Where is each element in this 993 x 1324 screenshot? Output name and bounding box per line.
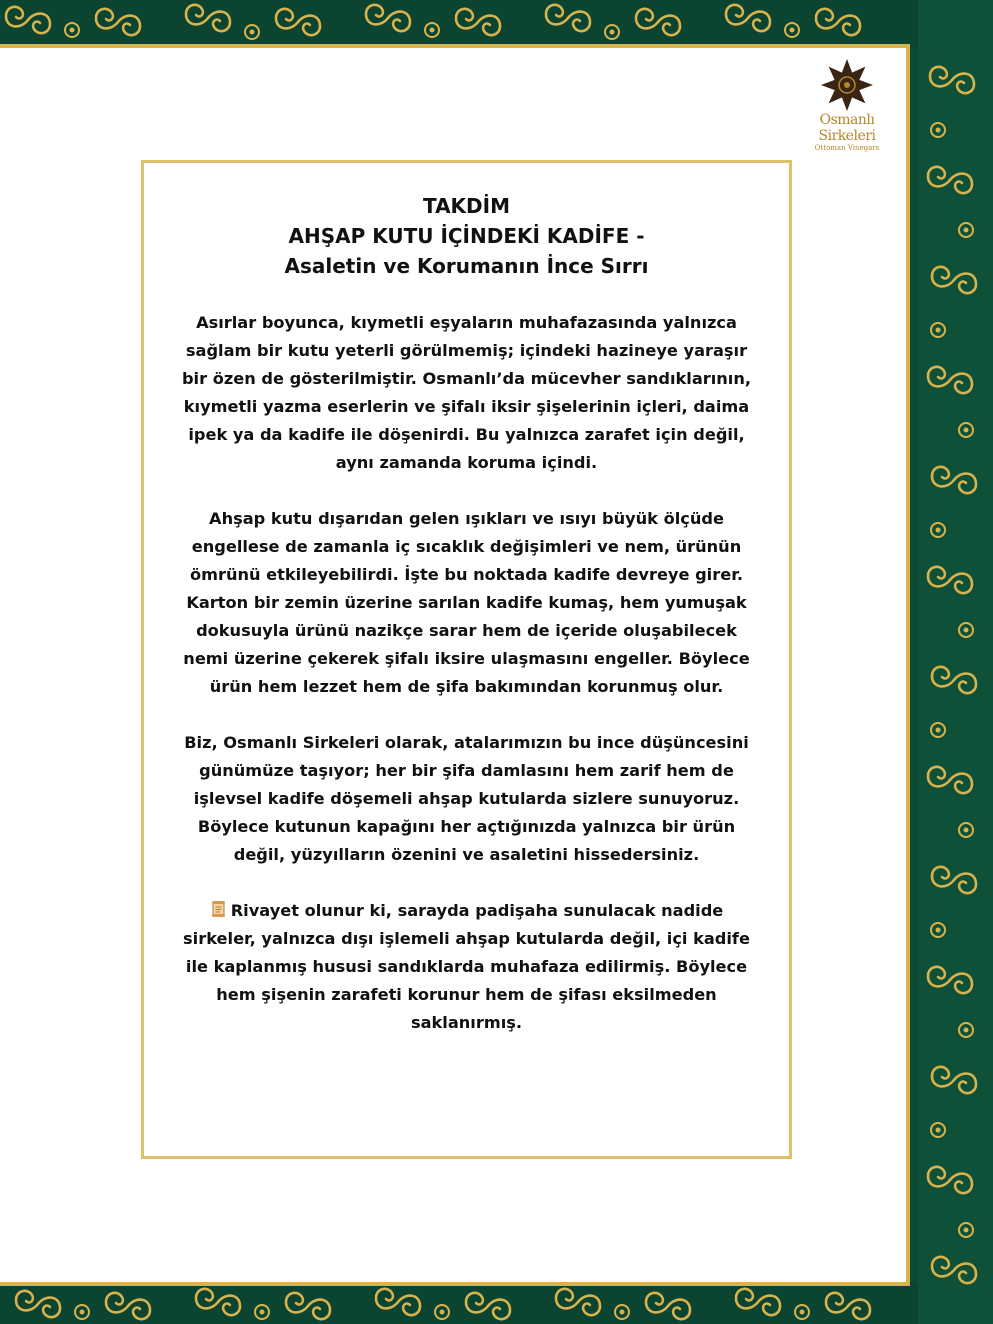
paragraph-2: Ahşap kutu dışarıdan gelen ışıkları ve ısıyı büyük ölçüde engellese de zamanla iç sıcaklık değişimleri ve nem, ürünün ömrünü etkileyebilirdi. İşte bu noktada kadife devreye girer. Karton bir zemin üzerine sarılan kadife kumaş, hem yumuşak dokusuyla ürünü nazikçe sarar hem de içeride oluşabilecek nemi üzerine çekerek şifalı iksire ulaşmasını engeller. Böylece ürün hem lezzet hem de şifa bakımından korunmuş olur. [183,509,750,696]
paragraph-1: Asırlar boyunca, kıymetli eşyaların muhafazasında yalnızca sağlam bir kutu yeterli görülmemiş; içindeki hazineye yaraşır bir özen de gösterilmiştir. Osmanlı’da mücevher sandıklarının, kıymetli yazma eserlerin ve şifalı iksir şişelerinin içleri, daima ipek ya da kadife ile döşenirdi. Bu yalnızca zarafet için değil, aynı zamanda koruma içindi. [181,313,752,472]
logo-name: Osmanlı Sirkeleri [818,112,876,144]
scroll-icon [210,900,228,918]
paper-gold-edge-right [906,44,910,1286]
legend-text: Rivayet olunur ki, sarayda padişaha sunulacak nadide sirkeler, yalnızca dışı işlemeli ahşap kutularda değil, içi kadife ile kaplanmış hususi sandıklarda muhafaza edilirmiş. Böylece hem şişenin zarafeti korunur hem de şifası eksilmeden saklanırmış. [183,901,750,1032]
paragraph-3: Biz, Osmanlı Sirkeleri olarak, atalarımızın bu ince düşüncesini günümüze taşıyor; her bir şifa damlasını hem zarif hem de işlevsel kadife döşemeli ahşap kutularda sizlere sunuyoruz. Böylece kutunun kapağını her açtığınızda yalnızca bir ürün değil, yüzyılların özenini ve asaletini hissedersiniz. [184,733,749,864]
content-frame [141,160,792,1159]
heading-line-1: TAKDİM [422,194,510,218]
paper-gold-edge-bottom [0,1282,910,1286]
logo-subtitle: Ottoman Vinegars [814,144,880,152]
heading-line-2: AHŞAP KUTU İÇİNDEKİ KADİFE - [288,224,645,248]
heading-line-3: Asaletin ve Korumanın İnce Sırrı [284,254,649,278]
ornamental-star-icon [820,58,874,112]
brand-logo [792,58,902,150]
content-text [172,191,761,1037]
legend-paragraph [172,897,761,1037]
